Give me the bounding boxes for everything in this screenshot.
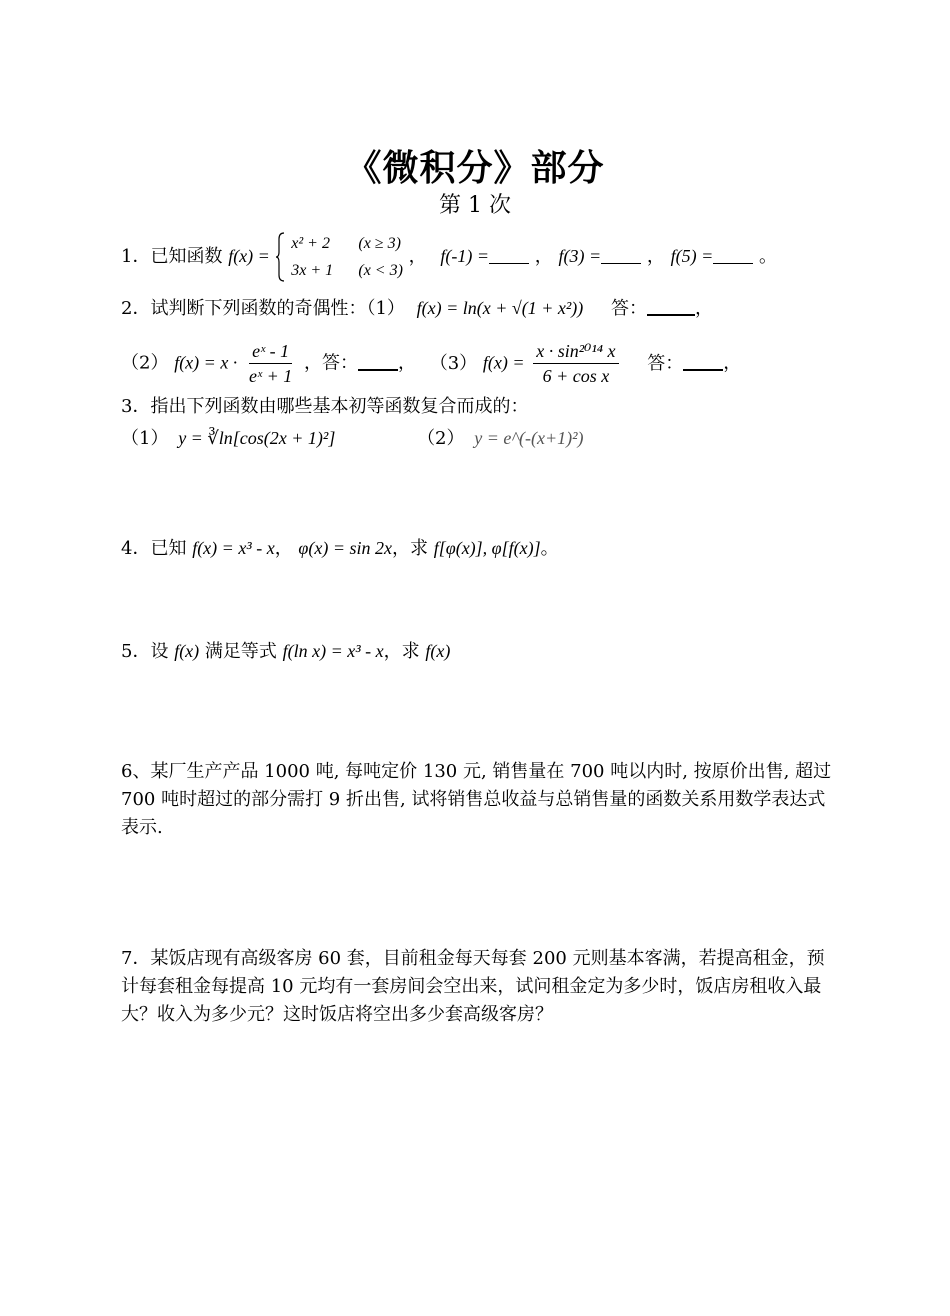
q2-function-3-denominator: 6 + cos x bbox=[542, 366, 610, 386]
q3-part1-expr: y = ∛ln[cos(2x + 1)²] bbox=[178, 428, 336, 448]
question-2-parts bbox=[121, 340, 741, 387]
q2-function-3-fraction bbox=[533, 340, 618, 387]
q1-sep1: ， bbox=[408, 246, 427, 267]
left-brace-icon bbox=[276, 231, 286, 283]
question-5 bbox=[121, 637, 450, 663]
q2-comma-3: ， bbox=[723, 352, 742, 374]
q1-answer-blank-3[interactable] bbox=[713, 247, 753, 264]
q1-sep2: ， bbox=[534, 246, 553, 267]
q1-answer-blank-1[interactable] bbox=[489, 247, 529, 264]
q2-answer-label-2: ，答： bbox=[304, 352, 358, 374]
q2-function-2-denominator: eˣ + 1 bbox=[249, 366, 293, 386]
page-title: 《微积分》部分 bbox=[345, 147, 605, 189]
q1-case1-cond: (x ≥ 3) bbox=[358, 235, 401, 252]
q3-prefix: 3．指出下列函数由哪些基本初等函数复合而成的： bbox=[121, 396, 529, 417]
q2-answer-blank-2[interactable] bbox=[358, 353, 398, 371]
q1-sep3: ， bbox=[646, 246, 665, 267]
q4-phi-definition: φ(x) = sin 2x bbox=[298, 538, 392, 558]
question-3 bbox=[121, 392, 528, 418]
q2-part2-label: （2） bbox=[121, 352, 169, 374]
q2-function-2-numerator: eˣ - 1 bbox=[249, 340, 292, 364]
q2-answer-blank-3[interactable] bbox=[683, 353, 723, 371]
q3-part2-expr: y = e^(-(x+1)²) bbox=[474, 428, 584, 448]
question-2 bbox=[121, 294, 713, 320]
q1-ask-1: f(-1) = bbox=[440, 246, 490, 266]
q5-equation: f(ln x) = x³ - x bbox=[282, 641, 384, 661]
q3-part2-label: （2） bbox=[417, 428, 465, 449]
q2-answer-blank-1[interactable] bbox=[647, 298, 695, 316]
q5-ask: ，求 bbox=[383, 641, 420, 662]
q4-end: 。 bbox=[540, 538, 559, 559]
q2-function-2-lhs: f(x) = x · bbox=[174, 352, 238, 373]
q1-piecewise bbox=[276, 230, 403, 284]
question-4 bbox=[121, 534, 559, 560]
q1-case2-cond: (x < 3) bbox=[358, 262, 403, 279]
question-7: 7．某饭店现有高级客房 60 套，目前租金每天每套 200 元则基本客满，若提高租金，预计每套租金每提高 10 元均有一套房间会空出来，试问租金定为多少时，饭店房租收入最大？收入为多少元？这时饭店将空出多少套高级客房？ bbox=[121, 948, 825, 1025]
q5-mid: 满足等式 bbox=[204, 641, 277, 662]
q2-function-3-lhs: f(x) = bbox=[482, 352, 525, 373]
q1-case1-expr: x² + 2 bbox=[291, 235, 330, 252]
q3-part1-label: （1） bbox=[121, 428, 169, 449]
q2-prefix: 2．试判断下列函数的奇偶性：（1） bbox=[121, 298, 405, 319]
q4-sep: ， bbox=[274, 538, 293, 559]
q2-part3-label: （3） bbox=[429, 352, 478, 374]
q2-function-3-numerator: x · sin²⁰¹⁴ x bbox=[533, 340, 618, 364]
q4-prefix: 4．已知 bbox=[121, 538, 187, 559]
q2-function-1: f(x) = ln(x + √(1 + x²)) bbox=[416, 298, 584, 318]
q1-ask-3: f(5) = bbox=[670, 246, 714, 266]
question-6: 6、某厂生产产品 1000 吨, 每吨定价 130 元, 销售量在 700 吨以内时, 按原价出售, 超过 700 吨时超过的部分需打 9 折出售, 试将销售总收益与总销售量的函数关系用数学表达式表示. bbox=[121, 761, 832, 838]
q1-prefix: 1．已知函数 bbox=[121, 246, 223, 267]
q1-ask-2: f(3) = bbox=[558, 246, 602, 266]
q2-comma-1: ， bbox=[695, 298, 714, 319]
page-subtitle: 第 1 次 bbox=[439, 193, 511, 218]
q2-function-2-fraction bbox=[246, 340, 295, 387]
q2-comma-2: ， bbox=[398, 352, 416, 374]
question-1 bbox=[121, 230, 777, 284]
q2-answer-label-3: 答： bbox=[647, 352, 684, 374]
q4-ask-expression: f[φ(x)], φ[f(x)] bbox=[433, 538, 541, 558]
q1-function-label: f(x) = bbox=[228, 246, 270, 266]
q5-fx: f(x) bbox=[174, 641, 200, 661]
q1-answer-blank-2[interactable] bbox=[601, 247, 641, 264]
question-3-parts bbox=[121, 424, 583, 450]
q2-answer-label-1: 答： bbox=[611, 298, 648, 319]
q1-end: 。 bbox=[759, 246, 777, 267]
q4-ask: ，求 bbox=[392, 538, 428, 559]
q1-case2-expr: 3x + 1 bbox=[291, 262, 334, 279]
q4-f-definition: f(x) = x³ - x bbox=[192, 538, 275, 558]
q5-prefix: 5．设 bbox=[121, 641, 169, 662]
q5-target: f(x) bbox=[425, 641, 451, 661]
